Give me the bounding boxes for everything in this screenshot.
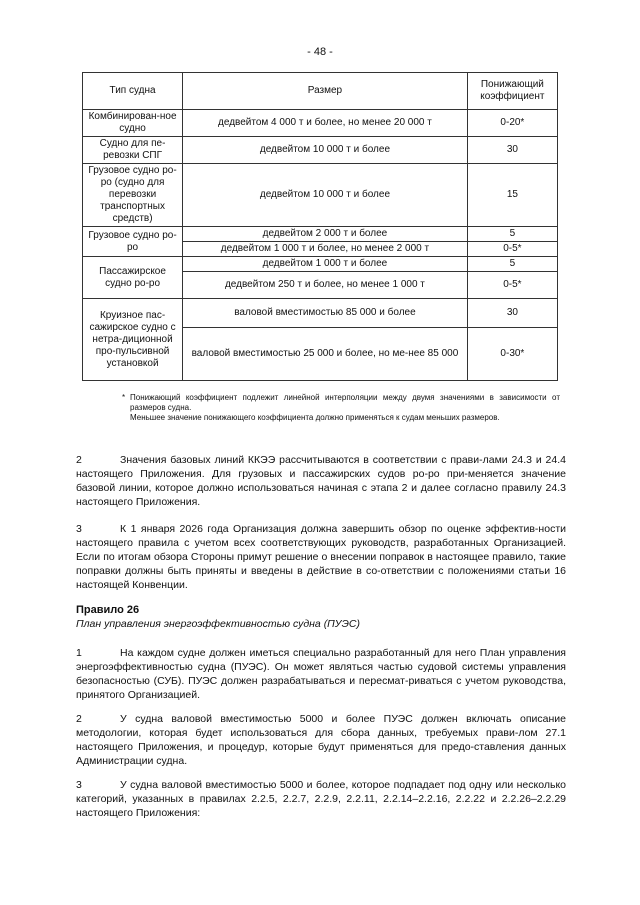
cell-type: Грузовое судно ро-ро (судно для перевозки транспортных средств) bbox=[83, 164, 183, 227]
cell-size: дедвейтом 1 000 т и более, но менее 2 000 т bbox=[183, 242, 468, 257]
paragraph-text: У судна валовой вместимостью 5000 и более ПУЭС должен включать описание методологии, которая будет использоваться для сбора данных, требуемых прави-лом 27.1 настоящего Приложения, и процедур, которые будут применяться для предо-ставления данных Администрации судна. bbox=[76, 713, 566, 767]
cell-size: дедвейтом 10 000 т и более bbox=[183, 137, 468, 164]
paragraph-number: 2 bbox=[76, 454, 82, 466]
paragraph-text: На каждом судне должен иметься специально разработанный для него План управления энергоэффективностью судна (ПУЭС). Он может являться частью судовой системы управления безопасностью (СУБ). ПУЭС должен разрабатываться и пересмат-риваться с учетом руководства, принятого Организацией. bbox=[76, 647, 566, 701]
cell-coef: 0-5* bbox=[467, 242, 557, 257]
cell-coef: 0-5* bbox=[467, 272, 557, 299]
header-size: Размер bbox=[183, 73, 468, 110]
cell-type: Комбинирован-ное судно bbox=[83, 110, 183, 137]
cell-coef: 0-20* bbox=[467, 110, 557, 137]
cell-size: дедвейтом 2 000 т и более bbox=[183, 227, 468, 242]
cell-size: дедвейтом 250 т и более, но менее 1 000 т bbox=[183, 272, 468, 299]
cell-type: Судно для пе-ревозки СПГ bbox=[83, 137, 183, 164]
table-row bbox=[83, 164, 558, 227]
table-header-row bbox=[83, 73, 558, 110]
cell-coef: 5 bbox=[467, 257, 557, 272]
ship-type-table bbox=[82, 72, 558, 381]
cell-size: валовой вместимостью 85 000 и более bbox=[183, 299, 468, 328]
footnote-line-2: Меньшее значение понижающего коэффициента должно применяться к судам меньших размеров. bbox=[130, 413, 500, 422]
header-ship-type: Тип судна bbox=[83, 73, 183, 110]
rule-paragraph-1 bbox=[76, 646, 566, 702]
cell-size: валовой вместимостью 25 000 и более, но ме-нее 85 000 bbox=[183, 328, 468, 381]
table-row bbox=[83, 299, 558, 328]
paragraph-text: К 1 января 2026 года Организация должна завершить обзор по оценке эффектив-ности настоящего правила с учетом всех соответствующих руководств, разработанных Организацией. Если по итогам обзора Стороны примут решение о внесении поправок в настоящее правило, такие поправки должны быть приняты и введены в действие в со-ответствии с положениями статьи 16 настоящей Конвенции. bbox=[76, 523, 566, 591]
paragraph-text: Значения базовых линий ККЭЭ рассчитываются в соответствии с прави-лами 24.3 и 24.4 настоящего Приложения. Для грузовых и пассажирских судов ро-ро при-меняется значение базовой линии, которое должно использоваться начиная с этапа 2 и далее согласно правилу 24.3 настоящего Приложения. bbox=[76, 454, 566, 508]
page-number: - 48 - bbox=[307, 46, 333, 58]
rule-title: Правило 26 bbox=[76, 604, 140, 616]
table-row bbox=[83, 110, 558, 137]
cell-coef: 15 bbox=[467, 164, 557, 227]
paragraph-number: 3 bbox=[76, 779, 82, 791]
table-row bbox=[83, 257, 558, 272]
paragraph-number: 3 bbox=[76, 523, 82, 535]
paragraph-text: У судна валовой вместимостью 5000 и более, которое подпадает под одну или несколько категорий, указанных в правилах 2.2.5, 2.2.7, 2.2.9, 2.2.11, 2.2.14–2.2.16, 2.2.22 и 2.2.26–2.2.29 настоящего Приложения: bbox=[76, 779, 566, 819]
cell-coef: 30 bbox=[467, 299, 557, 328]
rule-paragraph-2 bbox=[76, 712, 566, 768]
cell-coef: 0-30* bbox=[467, 328, 557, 381]
table-row bbox=[83, 137, 558, 164]
cell-type: Круизное пас-сажирское судно с нетра-диционной про-пульсивной установкой bbox=[83, 299, 183, 381]
cell-size: дедвейтом 10 000 т и более bbox=[183, 164, 468, 227]
cell-size: дедвейтом 4 000 т и более, но менее 20 000 т bbox=[183, 110, 468, 137]
table-footnote bbox=[122, 393, 560, 423]
cell-coef: 30 bbox=[467, 137, 557, 164]
footnote-line-1: Понижающий коэффициент подлежит линейной интерполяции между двумя значениями в зависимости от размеров судна. bbox=[130, 393, 560, 412]
cell-coef: 5 bbox=[467, 227, 557, 242]
paragraph-number: 2 bbox=[76, 713, 82, 725]
table-row bbox=[83, 227, 558, 242]
cell-size: дедвейтом 1 000 т и более bbox=[183, 257, 468, 272]
cell-type: Пассажирское судно ро-ро bbox=[83, 257, 183, 299]
paragraph-3 bbox=[76, 522, 566, 592]
cell-type: Грузовое судно ро-ро bbox=[83, 227, 183, 257]
footnote-star: * bbox=[122, 393, 126, 402]
rule-paragraph-3 bbox=[76, 778, 566, 820]
header-coefficient: Понижающий коэффициент bbox=[467, 73, 557, 110]
paragraph-2 bbox=[76, 453, 566, 509]
rule-subtitle: План управления энергоэффективностью судна (ПУЭС) bbox=[76, 618, 360, 630]
paragraph-number: 1 bbox=[76, 647, 82, 659]
